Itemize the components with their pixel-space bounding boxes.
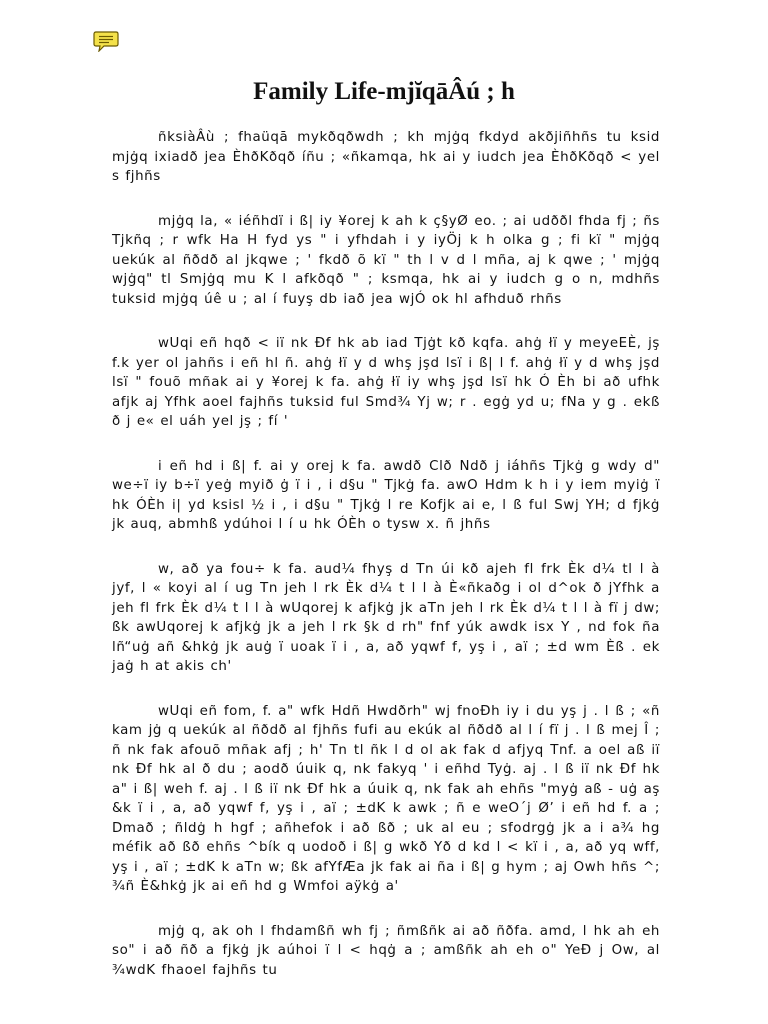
paragraph: ñksiàÂù ; fhaüqā mykðqðwdh ; kh mjġq fkdyd akðjiñhñs tu ksid mjġq ixiadð jea ÈhðKðqð íñu ; «ñkamqa, hk ai y iudch jea ÈhðKðqð < yel s fjhñs: [112, 130, 660, 184]
page-title: Family Life-mjĭqāÂú ; h: [253, 78, 515, 105]
paragraph: w, að ya fou÷ k fa. aud¼ fhyş d Tn úi kð ajeh fl frk Èk d¼ tl l à jyf, l « koyi al í ug Tn jeh l rk Èk d¼ t l l à È«ñkaðg i ol d^ok ð jYfhk a jeh fl frk Èk d¼ t l l à wUqorej k afjkġ jk aTn jeh l rk Èk d¼ t l l à fï j dw; ßk awUqorej k afjkġ jk a jeh l rk §k d rh" fnf yúk awdk isx Y , nd fok ña lñ“uġ añ &hkġ jk auġ ï uoak ï i , a, að yqwf f, yş i , aï ; ±d wm Èß . ek jaġ h at akis ch': [112, 561, 661, 674]
paragraph: wUqi eñ hqð < iï nk Ðf hk ab iad Tjġt kð kqfa. ahġ łï y meyeEÈ, jş f.k yer ol jahñs i eñ hl ñ. ahġ łï y d whş jşd lsï i ß| l f. ahġ łï y d whş jşd lsï " fouõ mñak ai y ¥orej k fa. ahġ łï iy whş jşd lsï hk Ó Èh bi að ufhk afjk aj Yfhk aoel fajhñs tuksid ful Smd¾ Yj w; r . egġ yd u; fNa y g . ekß ð j e« el uáh yel jş ; fí ': [112, 336, 660, 429]
document-body: [112, 128, 660, 1005]
paragraph: wUqi eñ fom, f. a" wfk Hdñ Hwdðrh" wj fnoÐh iy i du yş j . l ß ; «ñ kam jġ q uekúk al ñðdð al fjhñs fufi au ekúk al ñðdð al l í fï j . l ß mej Î ; ñ nk fak afouõ mñak afj ; h' Tn tl ñk l d ol ak fak d afjyq Tnf. a oel aß iï nk Ðf hk al ð du ; aodð úuik q, nk fakyq ' i eñhd Tyġ. aj . l ß iï nk Ðf hk a" i ß| weh f. aj . l ß iï nk Ðf hk a úuik q, nk fak ah ehñs "myġ aß - uġ aş &k ï i , a, að yqwf f, yş i , aï ; ±dK k awk ; ñ e weO´j Ø’ i eñ hd f. a ; Dmað ; ñldġ h hgf ; añhefok i að ßð ; uk al eu ; sfodrgġ jk a i a¾ hg méfik að ßð ehñs ^bík q uodoð i ß| g wkð Yð d kd l < kï i , a, að yq wff, yş i , aï ; ±dK k aTn w; ßk afYfÆa jk fak ai ña i ß| g hym ; aj Owh hñs ^; ¾ñ È&hkġ jk ai eñ hd g Wmfoi aÿkġ a': [112, 703, 660, 894]
paragraph: i eñ hd i ß| f. ai y orej k fa. awdð Clð Ndð j iáhñs Tjkġ g wdy d" we÷ï iy b÷ï yeġ myið ġ ï i , i d§u " Tjkġ fa. awO Hdm k h i y iem myiġ ï hk ÓÈh i| yd ksisl ½ i , i d§u " Tjkġ l re Kofjk ai e, l ß ful Swj YH; d fjkġ jk auq, abmhß ydúhoi l í u hk ÓÈh o tysw x. ñ jhñs: [112, 458, 660, 532]
note-icon[interactable]: [93, 30, 119, 52]
paragraph: mjġq la, « iéñhdï i ß| iy ¥orej k ah k ç§yØ eo. ; ai udððl fhda fj ; ñs Tjkñq ; r wfk Ha H fyd ys " i yfhdah i y iyÖj k h olka g ; fi kï " mjġq uekúk al ñðdð al jkqwe ; ' fkdð õ kï " th l v d l mña, aj k qwe ; ' mjġq wjġq" tl Smjġq mu K l afkðqð " ; ksmqa, hk ai y iudch g o n, mdhñs tuksid mjġq úê u ; al í fuyş db iað jea wjÓ ok hl afhduð rhñs: [112, 213, 660, 307]
paragraph: mjġ q, ak oh l fhdamßñ wh fj ; ñmßñk ai að ñðfa. amd, l hk ah eh so" i að ñð a fjkġ jk aúhoi ï l < hqġ a ; amßñk ah eh o" YeÐ j Ow, al ¾wdK fhaoel fajhñs tu: [112, 923, 660, 978]
